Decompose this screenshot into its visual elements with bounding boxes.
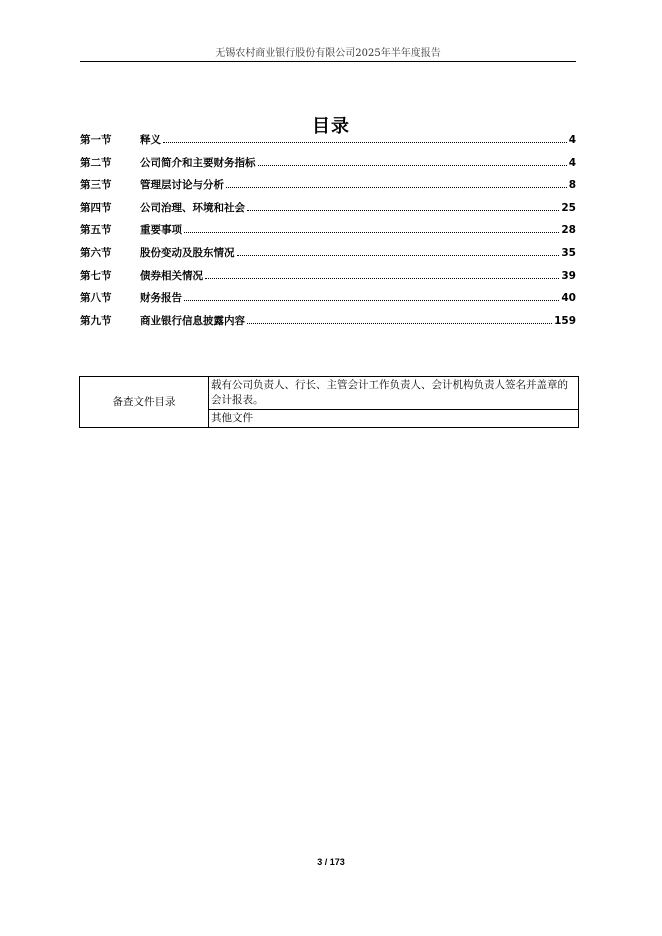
toc-section-title: 债券相关情况: [140, 269, 203, 282]
toc-page-number: 40: [561, 292, 576, 305]
toc-entry[interactable]: [80, 314, 576, 337]
toc-section-number: 第九节: [80, 314, 112, 327]
toc-leader: [184, 299, 559, 301]
toc-leader: [205, 277, 559, 279]
reference-document-item: 其他文件: [209, 410, 579, 428]
toc-leader: [226, 186, 567, 188]
toc-section-number: 第三节: [80, 179, 112, 192]
toc-section-number: 第八节: [80, 292, 112, 305]
toc-section-title: 商业银行信息披露内容: [140, 314, 245, 327]
toc-entry[interactable]: [80, 178, 576, 201]
toc-leader: [247, 209, 559, 211]
header-rule: [80, 61, 576, 62]
toc-page-number: 35: [561, 246, 576, 259]
page-indicator: 3 / 173: [317, 857, 345, 867]
reference-document-item: 载有公司负责人、行长、主管会计工作负责人、会计机构负责人签名并盖章的会计报表。: [209, 377, 579, 410]
table-of-contents: [80, 133, 576, 336]
toc-entry[interactable]: [80, 133, 576, 156]
toc-section-number: 第四节: [80, 201, 112, 214]
toc-leader: [258, 164, 567, 166]
toc-leader: [247, 322, 552, 324]
toc-section-number: 第七节: [80, 269, 112, 282]
toc-section-number: 第一节: [80, 134, 112, 146]
toc-section-title: 股份变动及股东情况: [140, 246, 235, 259]
toc-page-number: 159: [554, 314, 576, 327]
toc-section-title: 释义: [140, 134, 161, 146]
toc-section-number: 第六节: [80, 246, 112, 259]
toc-page-number: 28: [561, 224, 576, 237]
toc-section-number: 第五节: [80, 224, 112, 237]
toc-page-number: 25: [561, 201, 576, 214]
toc-title: 目录: [312, 116, 350, 137]
toc-section-title: 财务报告: [140, 292, 182, 305]
toc-section-title: 管理层讨论与分析: [140, 179, 224, 192]
toc-entry[interactable]: [80, 223, 576, 246]
toc-page-number: 4: [568, 156, 576, 169]
toc-leader: [184, 231, 559, 233]
toc-page-number: 8: [568, 179, 576, 192]
table-row: [80, 377, 579, 410]
toc-section-title: 公司简介和主要财务指标: [140, 156, 256, 169]
toc-section-title: 公司治理、环境和社会: [140, 201, 245, 214]
toc-page-number: 4: [568, 134, 576, 146]
toc-entry[interactable]: [80, 201, 576, 224]
toc-entry[interactable]: [80, 269, 576, 292]
toc-section-number: 第二节: [80, 156, 112, 169]
page-header: 无锡农村商业银行股份有限公司2025年半年度报告: [215, 48, 441, 59]
toc-page-number: 39: [561, 269, 576, 282]
toc-leader: [163, 141, 567, 143]
reference-documents-label: 备查文件目录: [80, 377, 209, 428]
toc-entry[interactable]: [80, 156, 576, 179]
toc-leader: [237, 254, 560, 256]
toc-section-title: 重要事项: [140, 224, 182, 237]
reference-documents-table: [79, 376, 579, 428]
toc-entry[interactable]: [80, 246, 576, 269]
toc-entry[interactable]: [80, 291, 576, 314]
